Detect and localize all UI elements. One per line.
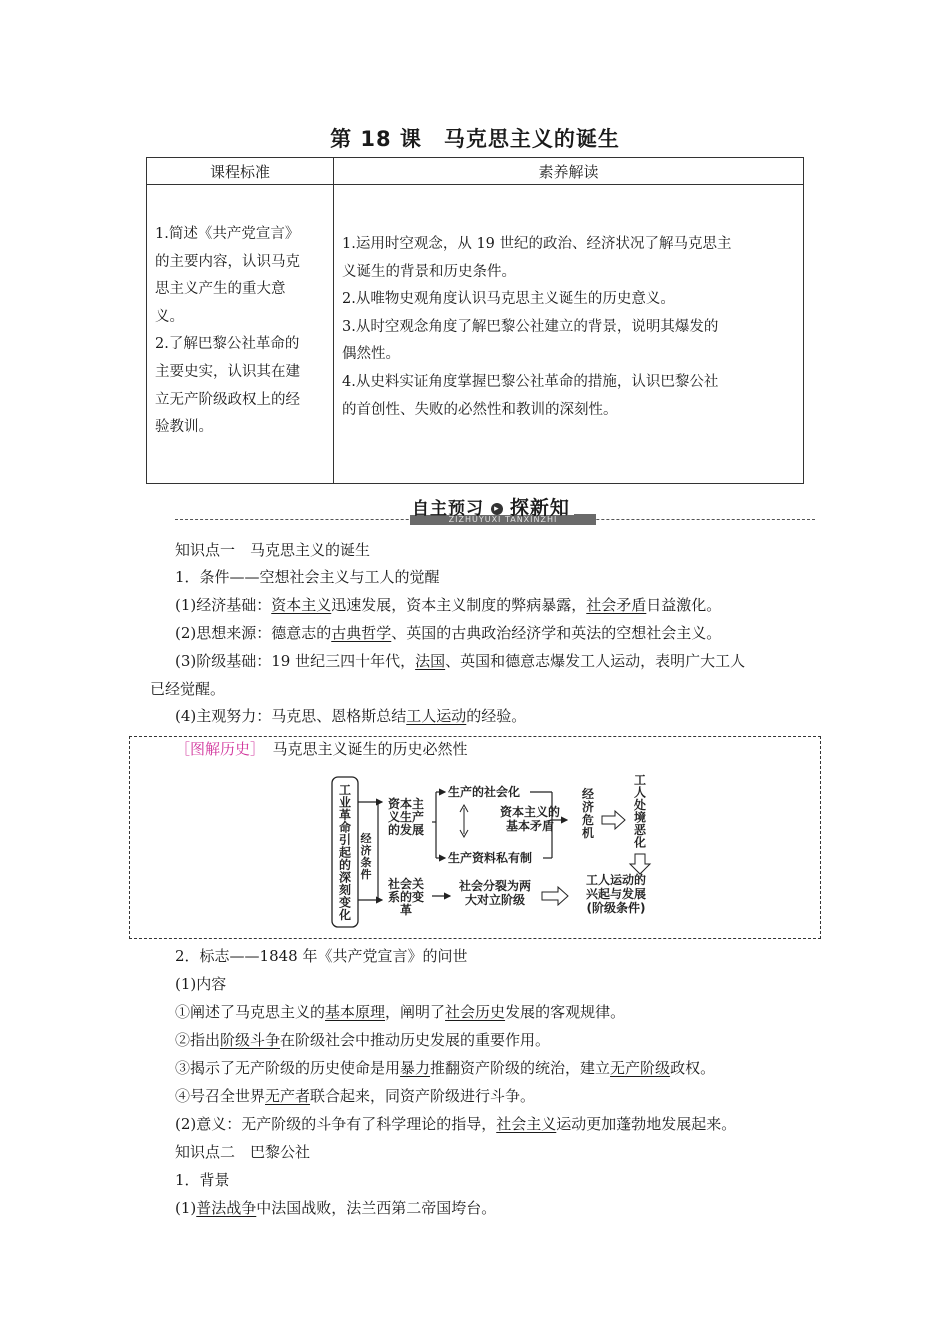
content-item-3: ③揭示了无产阶级的历史使命是用暴力推翻资产阶级的统治，建立无产阶级政权。 xyxy=(175,1059,716,1077)
root-line: 命 xyxy=(338,820,352,835)
root-line: 化 xyxy=(338,908,352,922)
literacy-line: 的首创性、失败的必然性和教训的深刻性。 xyxy=(342,401,618,418)
background-item-1: (1)普法战争中法国战败，法兰西第二帝国垮台。 xyxy=(175,1199,497,1217)
crisis-line: 危 xyxy=(581,813,595,827)
thought-source: (2)思想来源：德意志的古典哲学、英国的古典政治经济学和英法的空想社会主义。 xyxy=(175,624,722,642)
subjective-effort: (4)主观努力：马克思、恩格斯总结工人运动的经验。 xyxy=(175,707,527,725)
arrow-circle-icon: ▸ xyxy=(491,503,503,515)
content-item-2: ②指出阶级斗争在阶级社会中推动历史发展的重要作用。 xyxy=(175,1031,551,1049)
background-title: 1．背景 xyxy=(175,1171,230,1189)
root-line: 深 xyxy=(338,870,352,885)
standards-line: 主要史实，认识其在建 xyxy=(155,363,300,380)
literacy-line: 义诞生的背景和历史条件。 xyxy=(342,263,516,280)
worker-conditions-label xyxy=(633,773,647,850)
cap-line: 义生产 xyxy=(387,810,425,824)
kp1-title: 知识点一 马克思主义的诞生 xyxy=(175,541,371,559)
page-title: 第 18 课 马克思主义的诞生 xyxy=(330,127,620,151)
workers-movement-label xyxy=(586,872,646,915)
crisis-line: 经 xyxy=(581,787,595,801)
split-line: 大对立阶级 xyxy=(464,893,526,907)
literacy-line: 1.运用时空观念，从 19 世纪的政治、经济状况了解马克思主 xyxy=(342,236,732,252)
movement-line: 兴起与发展 xyxy=(585,887,647,901)
content-title: (1)内容 xyxy=(175,975,227,993)
cond-line: 济 xyxy=(360,844,372,857)
root-line: 变 xyxy=(338,895,352,910)
root-label xyxy=(338,783,351,922)
socialization-label: 生产的社会化 xyxy=(448,785,521,799)
contra-line: 基本矛盾 xyxy=(505,819,555,833)
kp2-title: 知识点二 巴黎公社 xyxy=(175,1143,311,1161)
social-change-label xyxy=(387,876,424,917)
standards-line: 的主要内容，认识马克 xyxy=(155,253,300,270)
condition-title: 1．条件——空想社会主义与工人的觉醒 xyxy=(175,568,440,586)
standards-line: 义。 xyxy=(155,308,184,325)
standards-line: 思主义产生的重大意 xyxy=(155,281,286,298)
banner-left: 自主预习 xyxy=(412,499,484,519)
economic-basis: (1)经济基础：资本主义迅速发展，资本主义制度的弊病暴露，社会矛盾日益激化。 xyxy=(175,596,722,614)
content-item-4: ④号召全世界无产者联合起来，同资产阶级进行斗争。 xyxy=(175,1087,536,1105)
soc-line: 社会关 xyxy=(387,877,425,891)
crisis-label xyxy=(582,786,594,840)
diagram-label: ［图解历史］ xyxy=(175,740,258,758)
standards-table xyxy=(146,157,804,484)
condition-label xyxy=(361,831,372,881)
cap-line: 资本主 xyxy=(387,797,425,811)
root-line: 刻 xyxy=(338,883,352,897)
root-line: 业 xyxy=(338,795,352,810)
significance: (2)意义：无产阶级的斗争有了科学理论的指导，社会主义运动更加蓬勃地发展起来。 xyxy=(175,1115,737,1133)
worsen-line: 恶 xyxy=(633,823,647,837)
cond-line: 件 xyxy=(360,868,372,881)
contradiction-label xyxy=(500,804,560,833)
root-line: 工 xyxy=(338,783,352,797)
crisis-line: 机 xyxy=(581,826,595,840)
root-line: 起 xyxy=(338,845,352,860)
banner-right: 探新知 xyxy=(509,497,570,519)
diagram-heading xyxy=(150,736,820,763)
marker-title: 2．标志——1848 年《共产党宣言》的问世 xyxy=(175,947,468,965)
private-ownership-label: 生产资料私有制 xyxy=(448,851,533,865)
standards-line: 立无产阶级政权上的经 xyxy=(155,391,300,408)
root-line: 革 xyxy=(338,808,352,822)
worsen-line: 工 xyxy=(633,773,647,787)
class-basis-cont: 已经觉醒。 xyxy=(150,680,226,698)
crisis-line: 济 xyxy=(581,800,595,814)
root-line: 的 xyxy=(338,858,352,872)
table-header-literacy: 素养解读 xyxy=(334,158,804,185)
standards-line: 2.了解巴黎公社革命的 xyxy=(155,336,300,353)
content-item-1: ①阐述了马克思主义的基本原理，阐明了社会历史发展的客观规律。 xyxy=(175,1003,626,1021)
cond-line: 条 xyxy=(360,856,372,869)
standards-line: 1.简述《共产党宣言》 xyxy=(155,226,300,242)
contra-line: 资本主义的 xyxy=(499,805,561,819)
history-diagram xyxy=(330,772,660,930)
section-banner xyxy=(408,493,608,517)
literacy-cell xyxy=(334,185,803,424)
class-basis: (3)阶级基础：19 世纪三四十年代，法国、英国和德意志爆发工人运动，表明广大工人 xyxy=(175,652,746,670)
worsen-line: 化 xyxy=(633,835,647,850)
standards-line: 验教训。 xyxy=(155,419,213,436)
literacy-line: 偶然性。 xyxy=(342,346,400,363)
split-line: 社会分裂为两 xyxy=(458,879,532,893)
class-split-label xyxy=(458,878,531,907)
worsen-line: 处 xyxy=(633,798,647,812)
worsen-line: 境 xyxy=(633,810,647,825)
soc-line: 系的变 xyxy=(387,890,425,904)
capitalist-development-label xyxy=(388,796,424,837)
literacy-line: 3.从时空观念角度了解巴黎公社建立的背景，说明其爆发的 xyxy=(342,318,719,335)
diagram-title: 马克思主义诞生的历史必然性 xyxy=(272,740,468,758)
banner-subtitle: ZIZHUYUXI TANXINZHI xyxy=(410,514,596,525)
cond-line: 经 xyxy=(360,832,372,845)
soc-line: 革 xyxy=(399,903,413,917)
worsen-line: 人 xyxy=(633,785,647,800)
table-header-standards: 课程标准 xyxy=(147,158,334,185)
standards-cell xyxy=(147,185,333,442)
literacy-line: 2.从唯物史观角度认识马克思主义诞生的历史意义。 xyxy=(342,291,675,308)
root-line: 引 xyxy=(338,833,352,847)
literacy-line: 4.从史料实证角度掌握巴黎公社革命的措施，认识巴黎公社 xyxy=(342,373,719,390)
movement-line: 工人运动的 xyxy=(585,873,647,887)
cap-line: 的发展 xyxy=(387,823,425,837)
movement-line: (阶级条件) xyxy=(586,901,646,915)
